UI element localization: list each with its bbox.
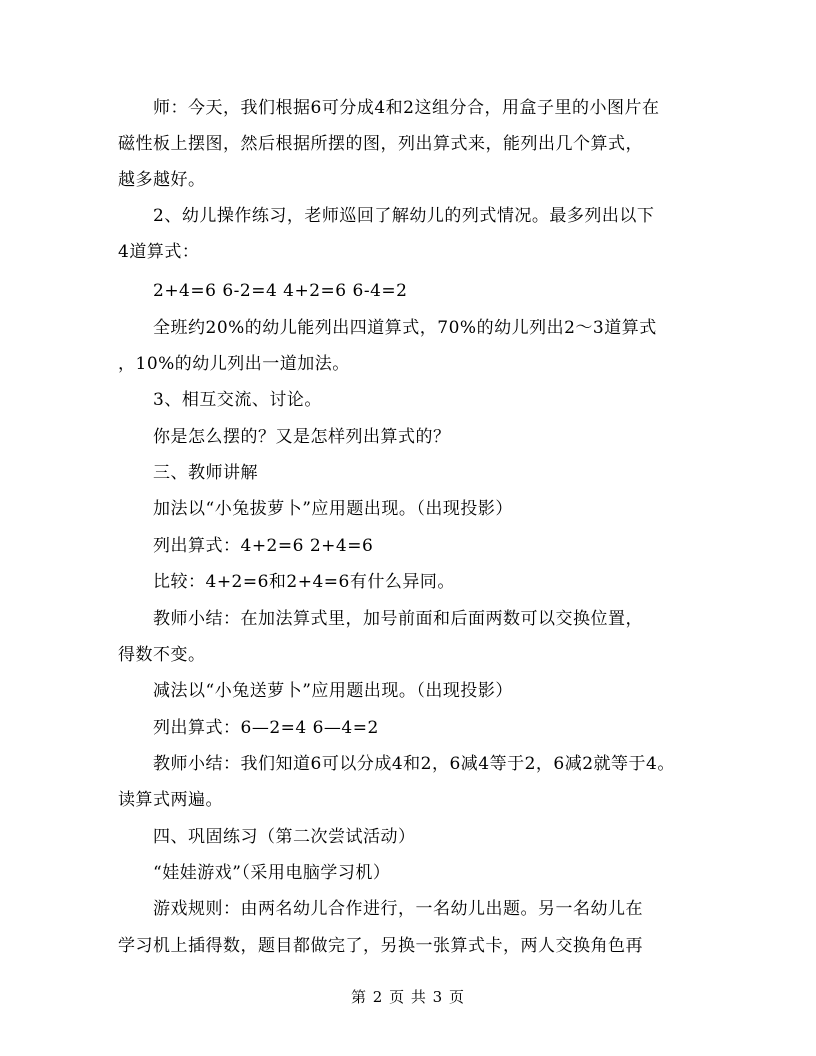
- text-line: 读算式两遍。: [118, 790, 223, 810]
- text-line: 减法以“小兔送萝卜”应用题出现。（出现投影）: [118, 681, 513, 701]
- section-heading: 四、巩固练习（第二次尝试活动）: [118, 827, 416, 847]
- text-line: 列出算式：6—2=4 6—4=2: [118, 718, 379, 738]
- section-heading: 三、教师讲解: [118, 463, 258, 483]
- text-line: 越多越好。: [118, 170, 206, 190]
- text-line: 教师小结：在加法算式里，加号前面和后面两数可以交换位置，: [118, 609, 643, 629]
- text-line: 比较：4+2=6和2+4=6有什么异同。: [118, 572, 455, 592]
- text-line: “娃娃游戏”（采用电脑学习机）: [118, 863, 391, 883]
- text-line: 2+4=6 6-2=4 4+2=6 6-4=2: [118, 281, 408, 301]
- text-line: 教师小结：我们知道6可以分成4和2，6减4等于2，6减2就等于4。: [118, 754, 675, 774]
- text-line: 师：今天，我们根据6可分成4和2这组分合，用盒子里的小图片在: [118, 98, 660, 118]
- text-line: 全班约20%的幼儿能列出四道算式，70%的幼儿列出2～3道算式: [118, 318, 657, 338]
- text-line: 4道算式：: [118, 242, 200, 262]
- text-line: 磁性板上摆图，然后根据所摆的图，列出算式来，能列出几个算式，: [118, 134, 643, 154]
- text-line: ，10%的幼儿列出一道加法。: [118, 354, 350, 374]
- page-footer: 第 2 页 共 3 页: [351, 988, 465, 1006]
- text-line: 学习机上插得数，题目都做完了，另换一张算式卡，两人交换角色再: [118, 936, 643, 956]
- text-line: 列出算式：4+2=6 2+4=6: [118, 536, 374, 556]
- text-line: 2、幼儿操作练习，老师巡回了解幼儿的列式情况。最多列出以下: [118, 206, 655, 226]
- text-line: 游戏规则：由两名幼儿合作进行，一名幼儿出题。另一名幼儿在: [118, 899, 643, 919]
- text-line: 加法以“小兔拔萝卜”应用题出现。（出现投影）: [118, 499, 513, 519]
- text-line: 你是怎么摆的？又是怎样列出算式的？: [118, 427, 451, 447]
- text-line: 3、相互交流、讨论。: [118, 390, 322, 410]
- text-line: 得数不变。: [118, 645, 206, 665]
